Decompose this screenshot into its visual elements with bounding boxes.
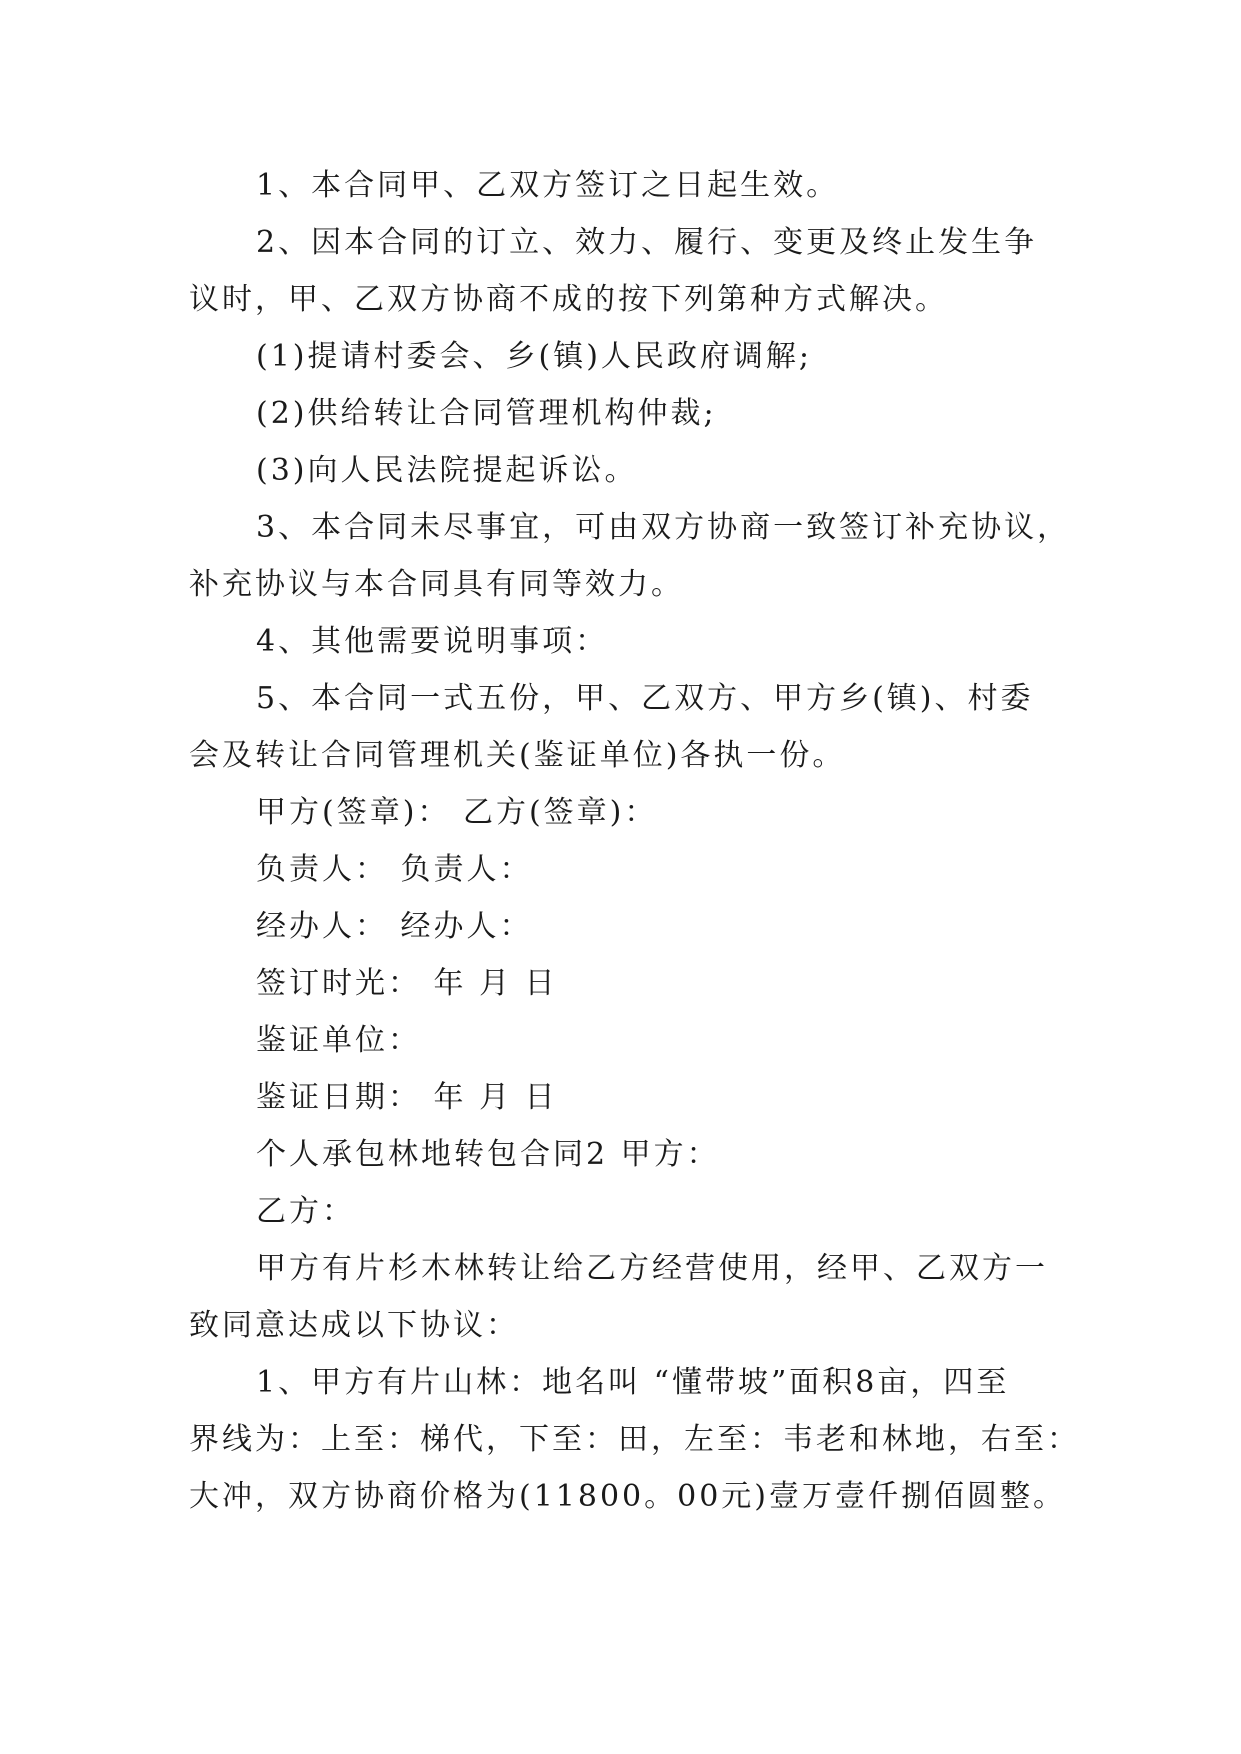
preamble-line-2: 致同意达成以下协议： (189, 1308, 519, 1343)
clause-5-line-1: 5、本合同一式五份，甲、乙双方、甲方乡(镇)、村委 (256, 681, 1034, 716)
clause-4-line: 4、其他需要说明事项： (256, 624, 609, 659)
clause-2-line-1: 2、因本合同的订立、效力、履行、变更及终止发生争 (256, 225, 1038, 260)
article-1-line-1: 1、甲方有片山林：地名叫 “懂带坡”面积8亩，四至 (256, 1365, 1010, 1400)
clause-3-line-2: 补充协议与本合同具有同等效力。 (189, 567, 684, 602)
clause-3-line-1: 3、本合同未尽事宜，可由双方协商一致签订补充协议， (256, 510, 1071, 545)
handler-line: 经办人： 经办人： (256, 909, 533, 944)
article-1-line-2: 界线为：上至：梯代，下至：田，左至：韦老和林地，右至： (189, 1422, 1080, 1457)
preamble-line-1: 甲方有片杉木林转让给乙方经营使用，经甲、乙双方一 (256, 1251, 1048, 1286)
contract-2-title-line: 个人承包林地转包合同2 甲方： (256, 1137, 720, 1172)
clause-2-line-2: 议时，甲、乙双方协商不成的按下列第种方式解决。 (189, 282, 948, 317)
option-3-line: (3)向人民法院提起诉讼。 (256, 453, 638, 488)
signing-date-line: 签订时光： 年 月 日 (256, 966, 558, 1001)
clause-5-line-2: 会及转让合同管理机关(鉴证单位)各执一份。 (189, 738, 846, 773)
responsible-person-line: 负责人： 负责人： (256, 852, 533, 887)
party-b-line: 乙方： (256, 1194, 355, 1229)
article-1-line-3: 大冲，双方协商价格为(11800。00元)壹万壹仟捌佰圆整。 (189, 1479, 1067, 1514)
clause-1-line: 1、本合同甲、乙双方签订之日起生效。 (256, 168, 840, 203)
signature-party-line: 甲方(签章)： 乙方(签章)： (256, 795, 658, 830)
certification-unit-line: 鉴证单位： (256, 1023, 421, 1058)
certification-date-line: 鉴证日期： 年 月 日 (256, 1080, 558, 1115)
option-2-line: (2)供给转让合同管理机构仲裁; (256, 396, 717, 431)
option-1-line: (1)提请村委会、乡(镇)人民政府调解; (256, 339, 813, 374)
